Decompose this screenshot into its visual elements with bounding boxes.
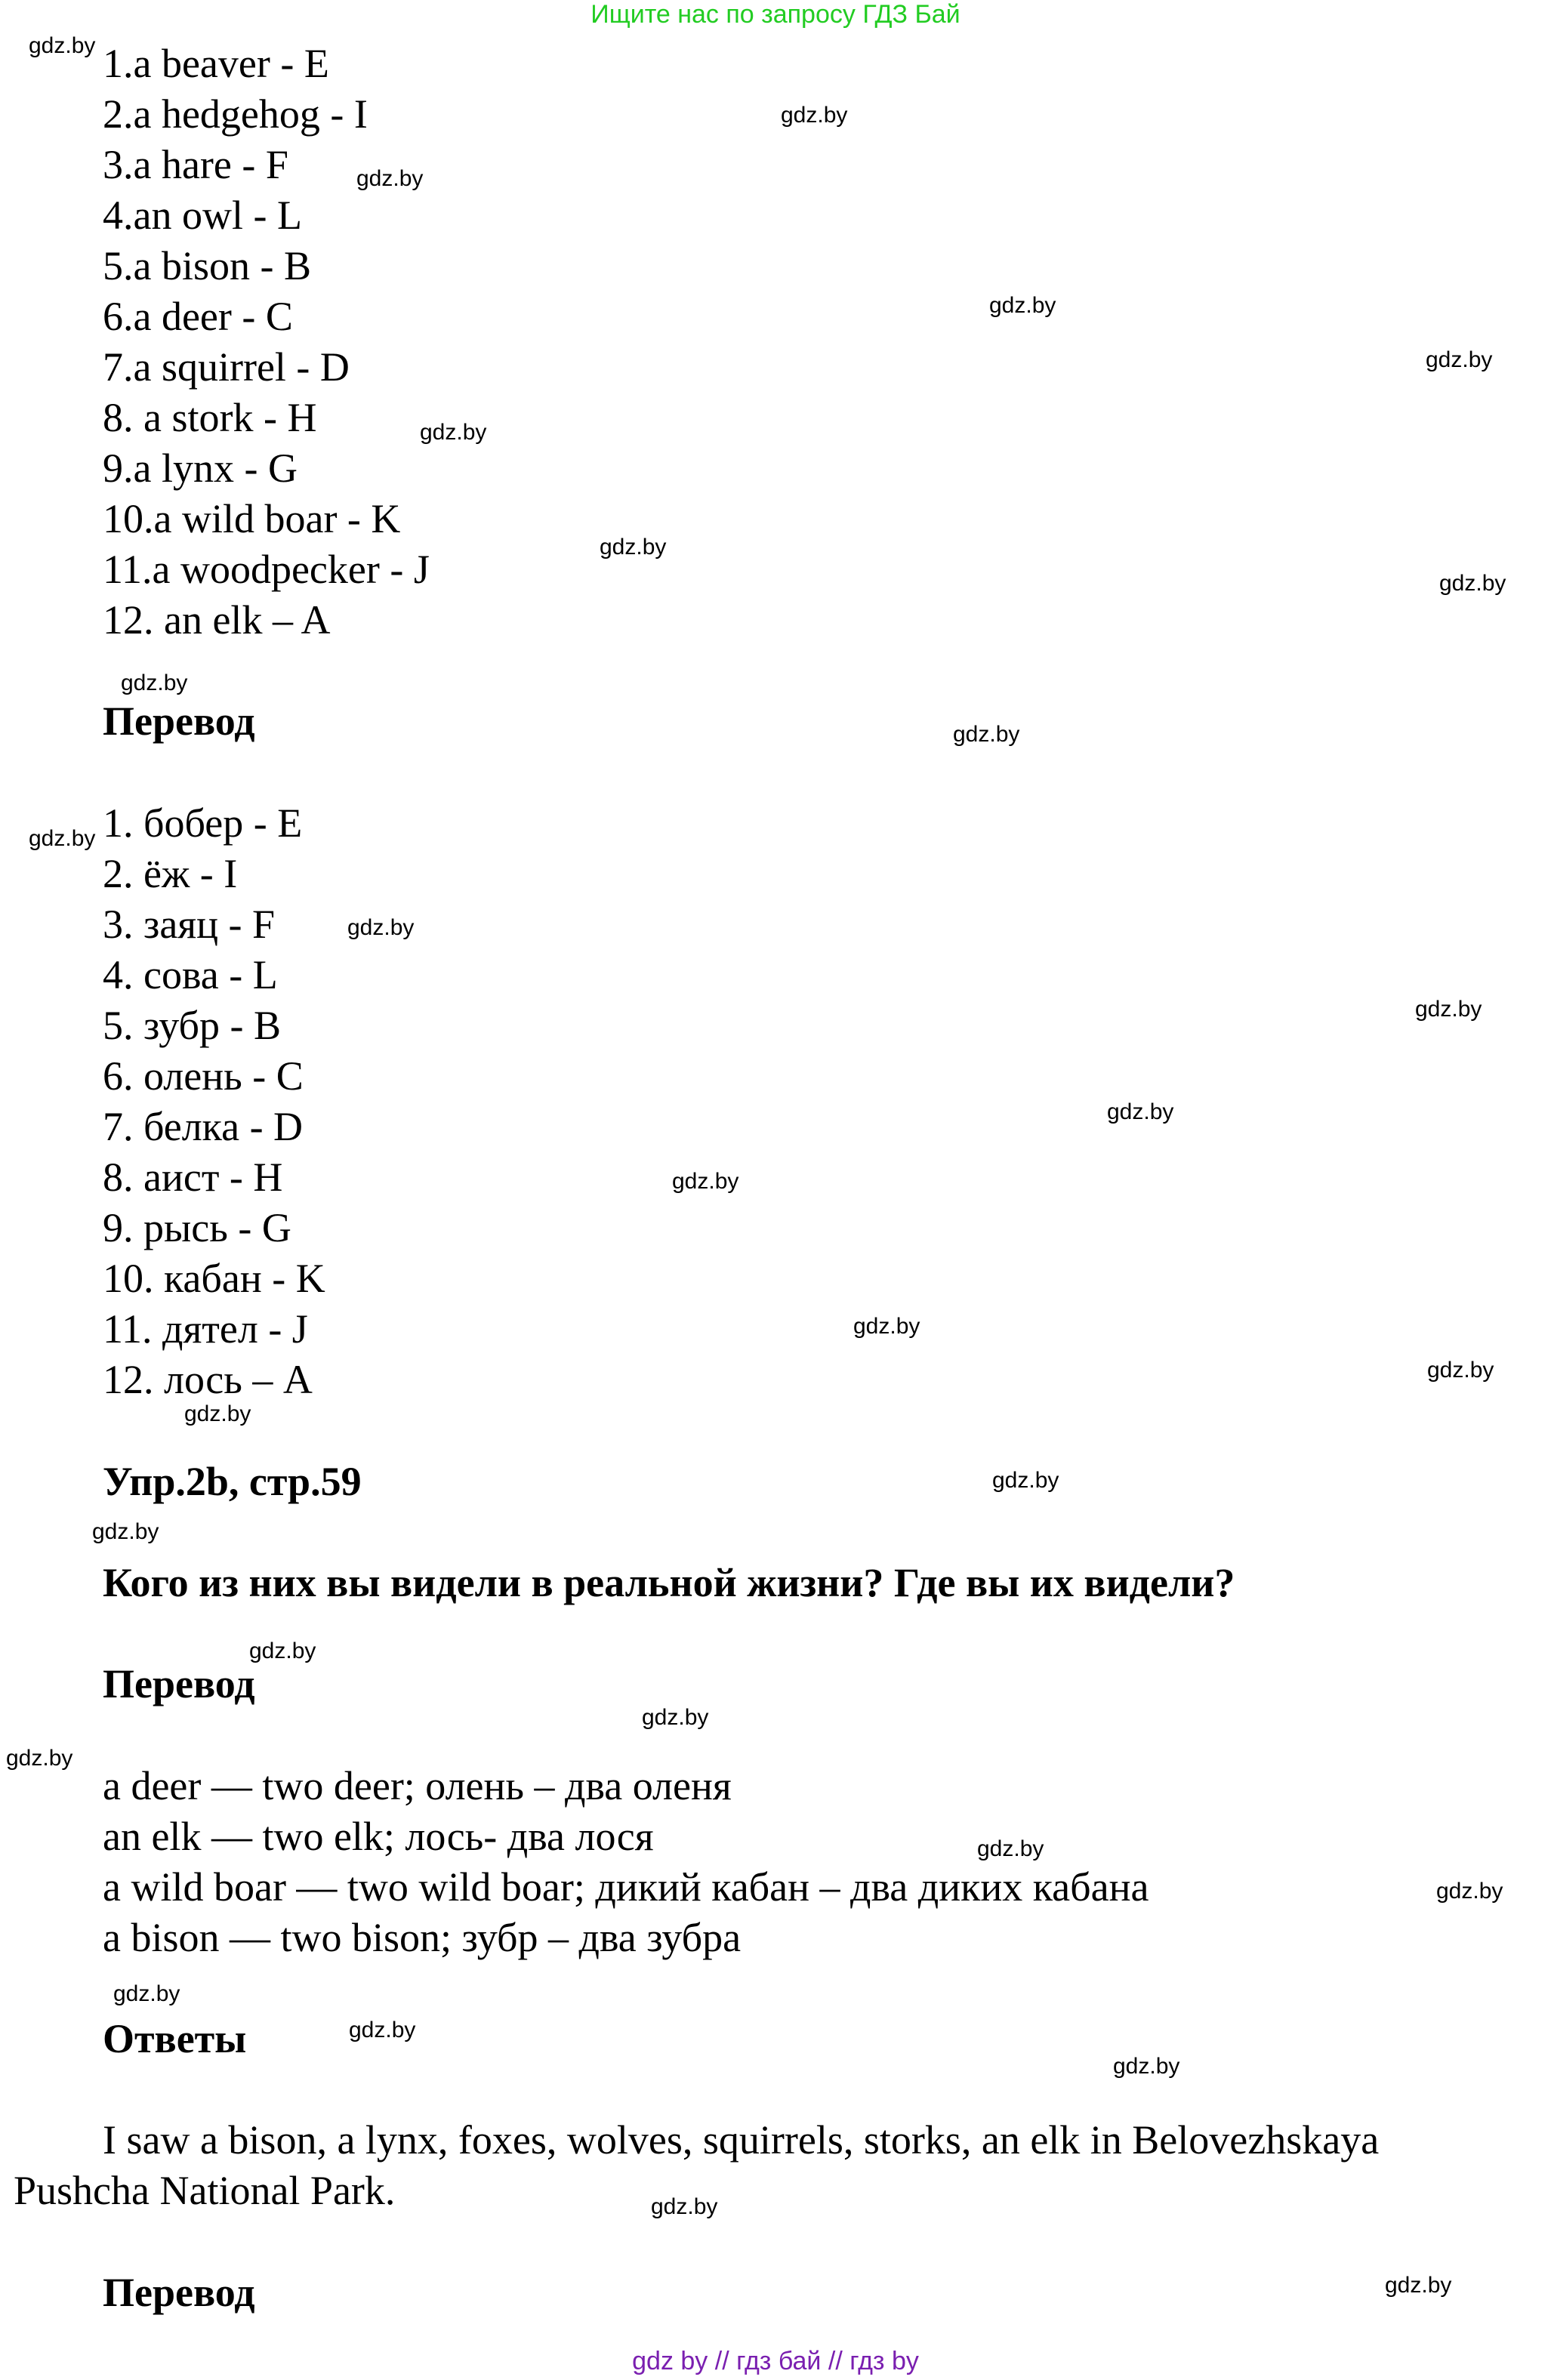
exercise-question: Кого из них вы видели в реальной жизни? Где вы их видели? (103, 1560, 1235, 1605)
answer-line-1: I saw a bison, a lynx, foxes, wolves, squirrels, storks, an elk in Belovezhskaya (103, 2117, 1380, 2163)
watermark: gdz.by (113, 1981, 180, 2006)
watermark: gdz.by (92, 1519, 159, 1544)
match-en-7: 7.a squirrel - D (103, 344, 350, 390)
watermark: gdz.by (356, 166, 424, 191)
match-ru-7: 7. белка - D (103, 1104, 304, 1149)
watermark: gdz.by (1415, 997, 1482, 1022)
watermark: gdz.by (853, 1314, 920, 1339)
match-en-12: 12. an elk – A (103, 597, 331, 643)
watermark: gdz.by (184, 1401, 251, 1426)
watermark: gdz.by (1426, 347, 1493, 372)
watermark: gdz.by (1427, 1358, 1494, 1383)
watermark: gdz.by (1439, 571, 1506, 596)
match-en-2: 2.a hedgehog - I (103, 91, 368, 137)
watermark: gdz.by (29, 826, 96, 851)
plural-line-1: a deer — two deer; олень – два оленя (103, 1763, 732, 1808)
watermark: gdz.by (672, 1169, 739, 1194)
watermark: gdz.by (989, 293, 1056, 318)
watermark: gdz.by (420, 420, 487, 445)
match-ru-1: 1. бобер - E (103, 800, 303, 846)
plural-line-3: a wild boar — two wild boar; дикий кабан – два диких кабана (103, 1864, 1149, 1910)
match-ru-3: 3. заяц - F (103, 902, 276, 947)
match-en-1: 1.a beaver - E (103, 41, 329, 86)
match-ru-8: 8. аист - H (103, 1155, 283, 1200)
match-ru-2: 2. ёж - I (103, 851, 238, 896)
match-en-5: 5.a bison - B (103, 243, 311, 288)
watermark: gdz.by (249, 1639, 316, 1663)
watermark: gdz.by (600, 535, 667, 560)
match-en-4: 4.an owl - L (103, 193, 302, 238)
match-ru-10: 10. кабан - K (103, 1256, 325, 1301)
watermark: gdz.by (347, 915, 415, 940)
watermark: gdz.by (642, 1705, 709, 1730)
match-ru-11: 11. дятел - J (103, 1306, 308, 1352)
match-ru-12: 12. лось – A (103, 1357, 313, 1402)
watermark: gdz.by (1107, 1099, 1174, 1124)
watermark: gdz.by (992, 1468, 1059, 1493)
exercise-heading: Упр.2b, стр.59 (103, 1459, 362, 1504)
watermark: gdz.by (953, 722, 1020, 747)
watermark: gdz.by (6, 1746, 73, 1771)
match-en-6: 6.a deer - C (103, 294, 293, 339)
watermark: gdz.by (651, 2194, 718, 2219)
answers-heading: Ответы (103, 2016, 247, 2061)
watermark: gdz.by (121, 671, 188, 695)
match-en-8: 8. a stork - H (103, 395, 317, 440)
bottom-banner-link[interactable]: gdz by // гдз бай // гдз by (632, 2347, 919, 2375)
match-en-10: 10.a wild boar - K (103, 496, 401, 541)
translation-heading-2: Перевод (103, 1661, 255, 1706)
answer-line-2: Pushcha National Park. (14, 2168, 396, 2213)
match-en-9: 9.a lynx - G (103, 445, 298, 491)
match-ru-5: 5. зубр - B (103, 1003, 281, 1048)
watermark: gdz.by (1385, 2273, 1452, 2298)
plural-line-4: a bison — two bison; зубр – два зубра (103, 1915, 742, 1960)
top-banner-link[interactable]: Ищите нас по запросу ГДЗ Бай (590, 0, 961, 29)
match-ru-9: 9. рысь - G (103, 1205, 291, 1250)
watermark: gdz.by (29, 33, 96, 58)
watermark: gdz.by (781, 103, 848, 128)
match-en-11: 11.a woodpecker - J (103, 547, 430, 592)
translation-heading-1: Перевод (103, 698, 255, 744)
watermark: gdz.by (349, 2018, 416, 2042)
watermark: gdz.by (1436, 1879, 1503, 1904)
watermark: gdz.by (1113, 2054, 1180, 2079)
match-en-3: 3.a hare - F (103, 142, 288, 187)
plural-line-2: an elk — two elk; лось- два лося (103, 1814, 654, 1859)
match-ru-6: 6. олень - C (103, 1053, 304, 1099)
watermark: gdz.by (977, 1836, 1044, 1861)
match-ru-4: 4. сова - L (103, 952, 278, 997)
translation-heading-3: Перевод (103, 2270, 255, 2315)
